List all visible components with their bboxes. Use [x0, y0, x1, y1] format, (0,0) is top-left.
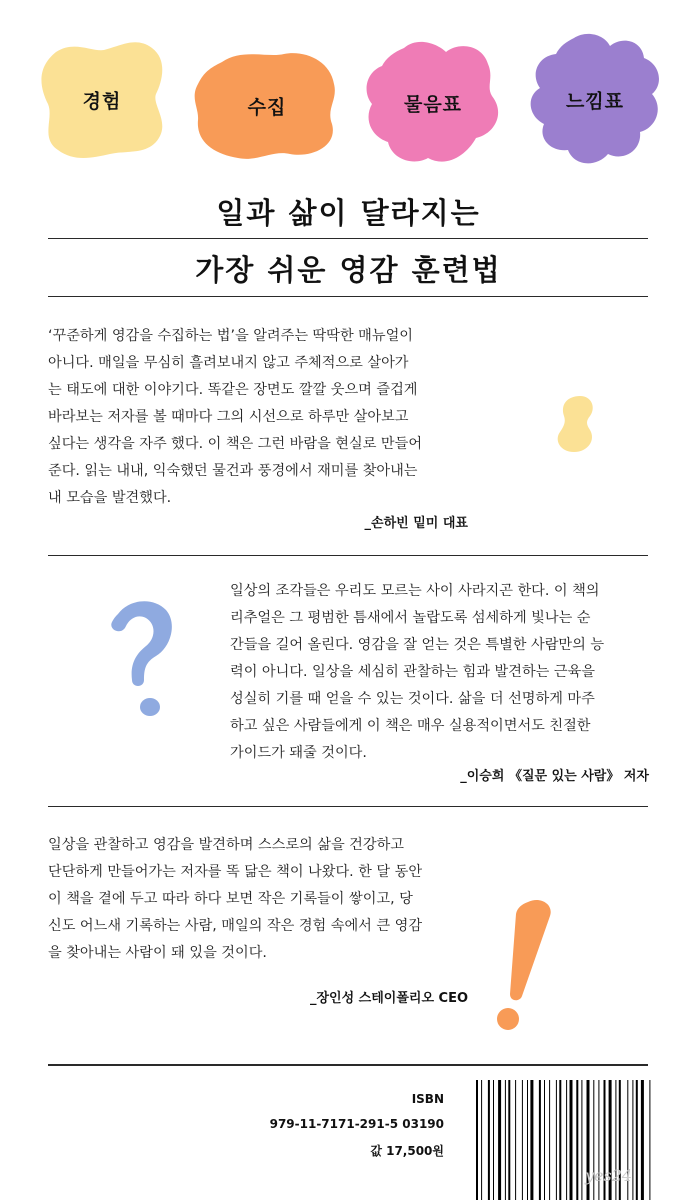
headline-line-2: 가장 쉬운 영감 훈련법 — [195, 253, 502, 287]
peanut-shape-icon — [552, 394, 598, 454]
blurb-3-text — [48, 832, 488, 967]
text-line: 바라보는 저자를 볼 때마다 그의 시선으로 하루만 살아보고 — [48, 409, 409, 425]
text-line: 리추얼은 그 평범한 틈새에서 놀랍도록 섬세하게 빛나는 순 — [230, 610, 591, 626]
text-line: 일상의 조각들은 우리도 모르는 사이 사라지곤 한다. 이 책의 — [230, 583, 600, 599]
barcode-bar — [549, 1080, 550, 1200]
divider — [48, 296, 648, 297]
isbn-number: 979-11-7171-291-5 03190 — [269, 1117, 444, 1131]
divider — [48, 1064, 648, 1066]
barcode-bar — [481, 1080, 482, 1200]
barcode-bar — [508, 1080, 510, 1200]
text-line: 일상을 관찰하고 영감을 발견하며 스스로의 삶을 건강하고 — [48, 837, 404, 853]
divider — [48, 238, 648, 239]
divider — [48, 806, 648, 807]
barcode-bar — [488, 1080, 490, 1200]
barcode-bar — [522, 1080, 523, 1200]
barcode-bar — [581, 1080, 582, 1200]
keyword-label: 물음표 — [403, 93, 463, 116]
barcode-bar — [539, 1080, 541, 1200]
barcode-bar — [570, 1080, 573, 1200]
keyword-blob-question — [362, 38, 504, 168]
barcode-bar — [498, 1080, 501, 1200]
barcode-bar — [641, 1080, 644, 1200]
text-line: 싶다는 생각을 자주 했다. 이 책은 그런 바람을 현실로 만들어 — [48, 436, 423, 452]
barcode-bar — [505, 1080, 506, 1200]
text-line: 가이드가 돼줄 것이다. — [230, 745, 367, 761]
barcode-bar — [476, 1080, 478, 1200]
isbn-label: ISBN — [411, 1092, 444, 1106]
price-label: 값 17,500원 — [370, 1144, 444, 1158]
text-line: 아니다. 매일을 무심히 흘려보내지 않고 주체적으로 살아가 — [48, 355, 409, 371]
barcode-bar — [632, 1080, 633, 1200]
text-line: ‘꾸준하게 영감을 수집하는 법’을 알려주는 딱딱한 매뉴얼이 — [48, 328, 414, 344]
text-line: 단단하게 만들어가는 저자를 똑 닮은 책이 나왔다. 한 달 동안 — [48, 864, 423, 880]
text-line: 는 태도에 대한 이야기다. 똑같은 장면도 깔깔 웃으며 즐겁게 — [48, 382, 418, 398]
barcode-bar — [559, 1080, 561, 1200]
headline-line-1: 일과 삶이 달라지는 — [216, 196, 481, 230]
text-line: 을 찾아내는 사람이 돼 있을 것이다. — [48, 945, 267, 961]
text-line: 간들을 길어 올린다. 영감을 잘 얻는 것은 특별한 사람만의 능 — [230, 637, 605, 653]
keyword-label: 경험 — [82, 90, 122, 113]
text-line: 신도 어느새 기록하는 사람, 매일의 작은 경험 속에서 큰 영감 — [48, 918, 423, 934]
question-mark-icon — [104, 596, 176, 722]
keyword-blob-experience — [34, 38, 170, 162]
barcode-bar — [566, 1080, 567, 1200]
keyword-label: 느낌표 — [565, 90, 625, 113]
barcode-bar — [636, 1080, 638, 1200]
barcode-bar — [530, 1080, 533, 1200]
blurb-2-signature: _이승희 《질문 있는 사람》 저자 — [460, 769, 649, 784]
blurb-1-signature: _손하빈 밑미 대표 — [364, 516, 468, 531]
keyword-blob-collect — [192, 50, 342, 162]
text-line: 준다. 읽는 내내, 익숙했던 물건과 풍경에서 재미를 찾아내는 — [48, 463, 418, 479]
barcode-bar — [515, 1080, 516, 1200]
barcode-bar — [556, 1080, 557, 1200]
blurb-1-text — [48, 323, 488, 512]
text-line: 이 책을 곁에 두고 따라 하다 보면 작은 기록들이 쌓이고, 당 — [48, 891, 413, 907]
barcode-bar — [527, 1080, 528, 1200]
text-line: 력이 아니다. 일상을 세심히 관찰하는 힘과 발견하는 근육을 — [230, 664, 596, 680]
blurb-3-signature: _장인성 스테이폴리오 CEO — [309, 991, 468, 1006]
exclamation-mark-icon — [492, 898, 558, 1034]
barcode-bar — [649, 1080, 650, 1200]
barcode-bar — [544, 1080, 545, 1200]
barcode-bar — [493, 1080, 494, 1200]
watermark-logo: yes24 — [585, 1166, 633, 1185]
text-line: 내 모습을 발견했다. — [48, 490, 172, 506]
blurb-2-text — [230, 578, 660, 767]
divider — [48, 555, 648, 556]
text-line: 하고 싶은 사람들에게 이 책은 매우 실용적이면서도 친절한 — [230, 718, 591, 734]
keyword-blob-exclaim — [526, 32, 664, 168]
text-line: 성실히 기를 때 얻을 수 있는 것이다. 삶을 더 선명하게 마주 — [230, 691, 595, 707]
keyword-label: 수집 — [247, 96, 287, 119]
barcode-bar — [576, 1080, 578, 1200]
